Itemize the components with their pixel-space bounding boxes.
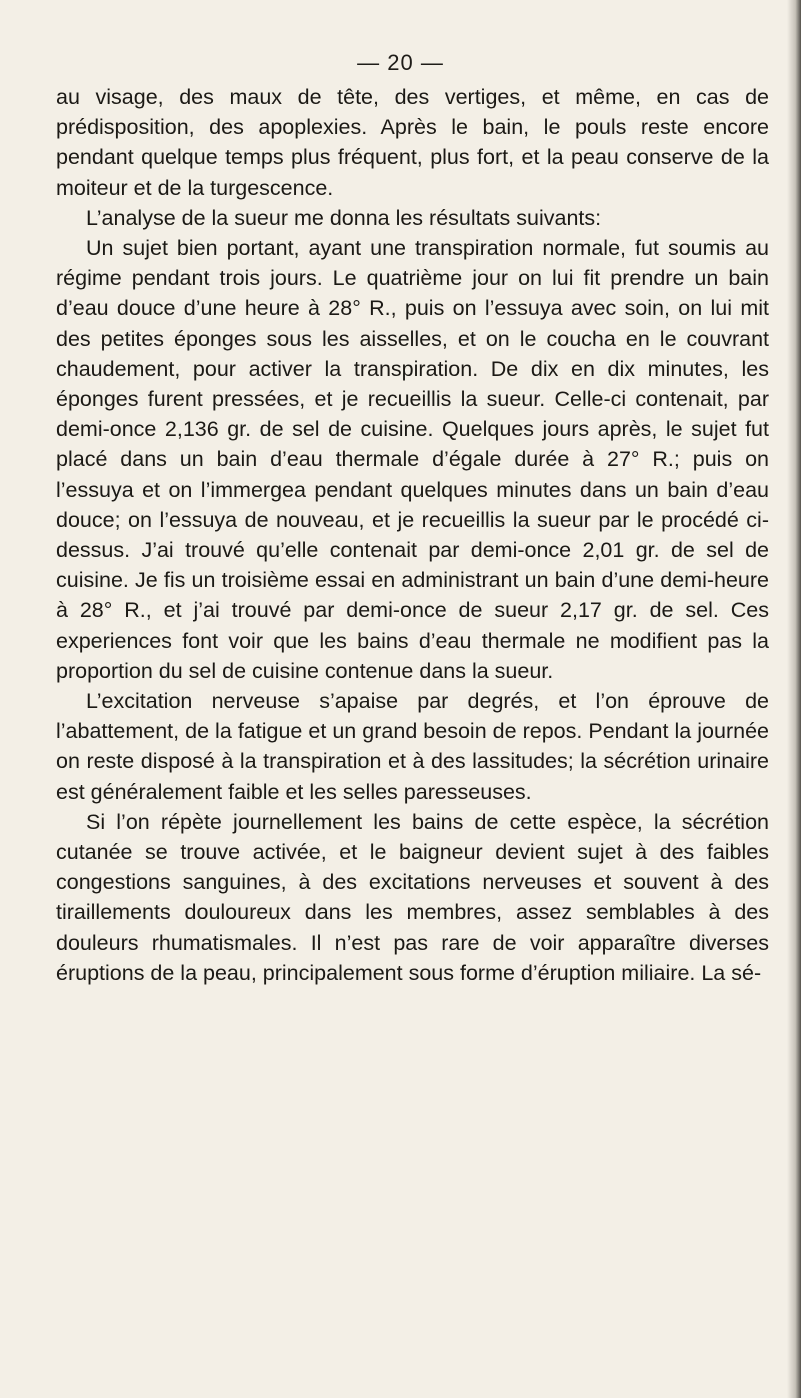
paragraph-repeated-baths: Si l’on répète journellement les bains de cette espèce, la sécrétion cutanée se trouve activée, et le baigneur devient sujet à des faibles congestions sanguines, à des excitations nerveuses et souvent à des tiraillements douloureux dans les membres, assez semblables à des douleurs rhumatismales. Il n’est pas rare de voir apparaître diverses éruptions de la peau, principalement sous forme d’éruption miliaire. La sé-: [56, 809, 769, 985]
body-text: [56, 82, 769, 988]
page-edge-shadow: [787, 0, 801, 1398]
page-number: — 20 —: [357, 50, 444, 75]
paragraph-sweat-analysis-intro: L’analyse de la sueur me donna les résultats suivants:: [86, 205, 602, 230]
paragraph-nervous-excitation: L’excitation nerveuse s’apaise par degrés, et l’on éprouve de l’abattement, de la fatigue et un grand besoin de repos. Pendant la journée on reste disposé à la transpiration et à des lassitudes; la sécrétion urinaire est généralement faible et les selles paresseuses.: [56, 689, 769, 804]
paragraph-continuation: au visage, des maux de tête, des vertiges, et même, en cas de prédisposition, des apoplexies. Après le bain, le pouls reste encore pendant quelque temps plus fréquent, plus fort, et la peau conserve de la moiteur et de la turgescence.: [56, 85, 769, 200]
paragraph-experiment: Un sujet bien portant, ayant une transpiration normale, fut soumis au régime pendant trois jours. Le quatrième jour on lui fit prendre un bain d’eau douce d’une heure à 28° R., puis on l’essuya avec soin, on lui mit des petites éponges sous les aisselles, et on le coucha en le couvrant chaudement, pour activer la transpiration. De dix en dix minutes, les éponges furent pressées, et je recueillis la sueur. Celle-ci contenait, par demi-once 2,136 gr. de sel de cuisine. Quelques jours après, le sujet fut placé dans un bain d’eau thermale d’égale durée à 27° R.; puis on l’essuya et on l’immergea pendant quelques minutes dans un bain d’eau douce; on l’essuya de nouveau, et je recueillis la sueur par le procédé ci-dessus. J’ai trouvé qu’elle contenait par demi-once 2,01 gr. de sel de cuisine. Je fis un troisième essai en administrant un bain d’une demi-heure à 28° R., et j’ai trouvé par demi-once de sueur 2,17 gr. de sel. Ces experiences font voir que les bains d’eau thermale ne modifient pas la proportion du sel de cuisine contenue dans la sueur.: [56, 236, 769, 683]
